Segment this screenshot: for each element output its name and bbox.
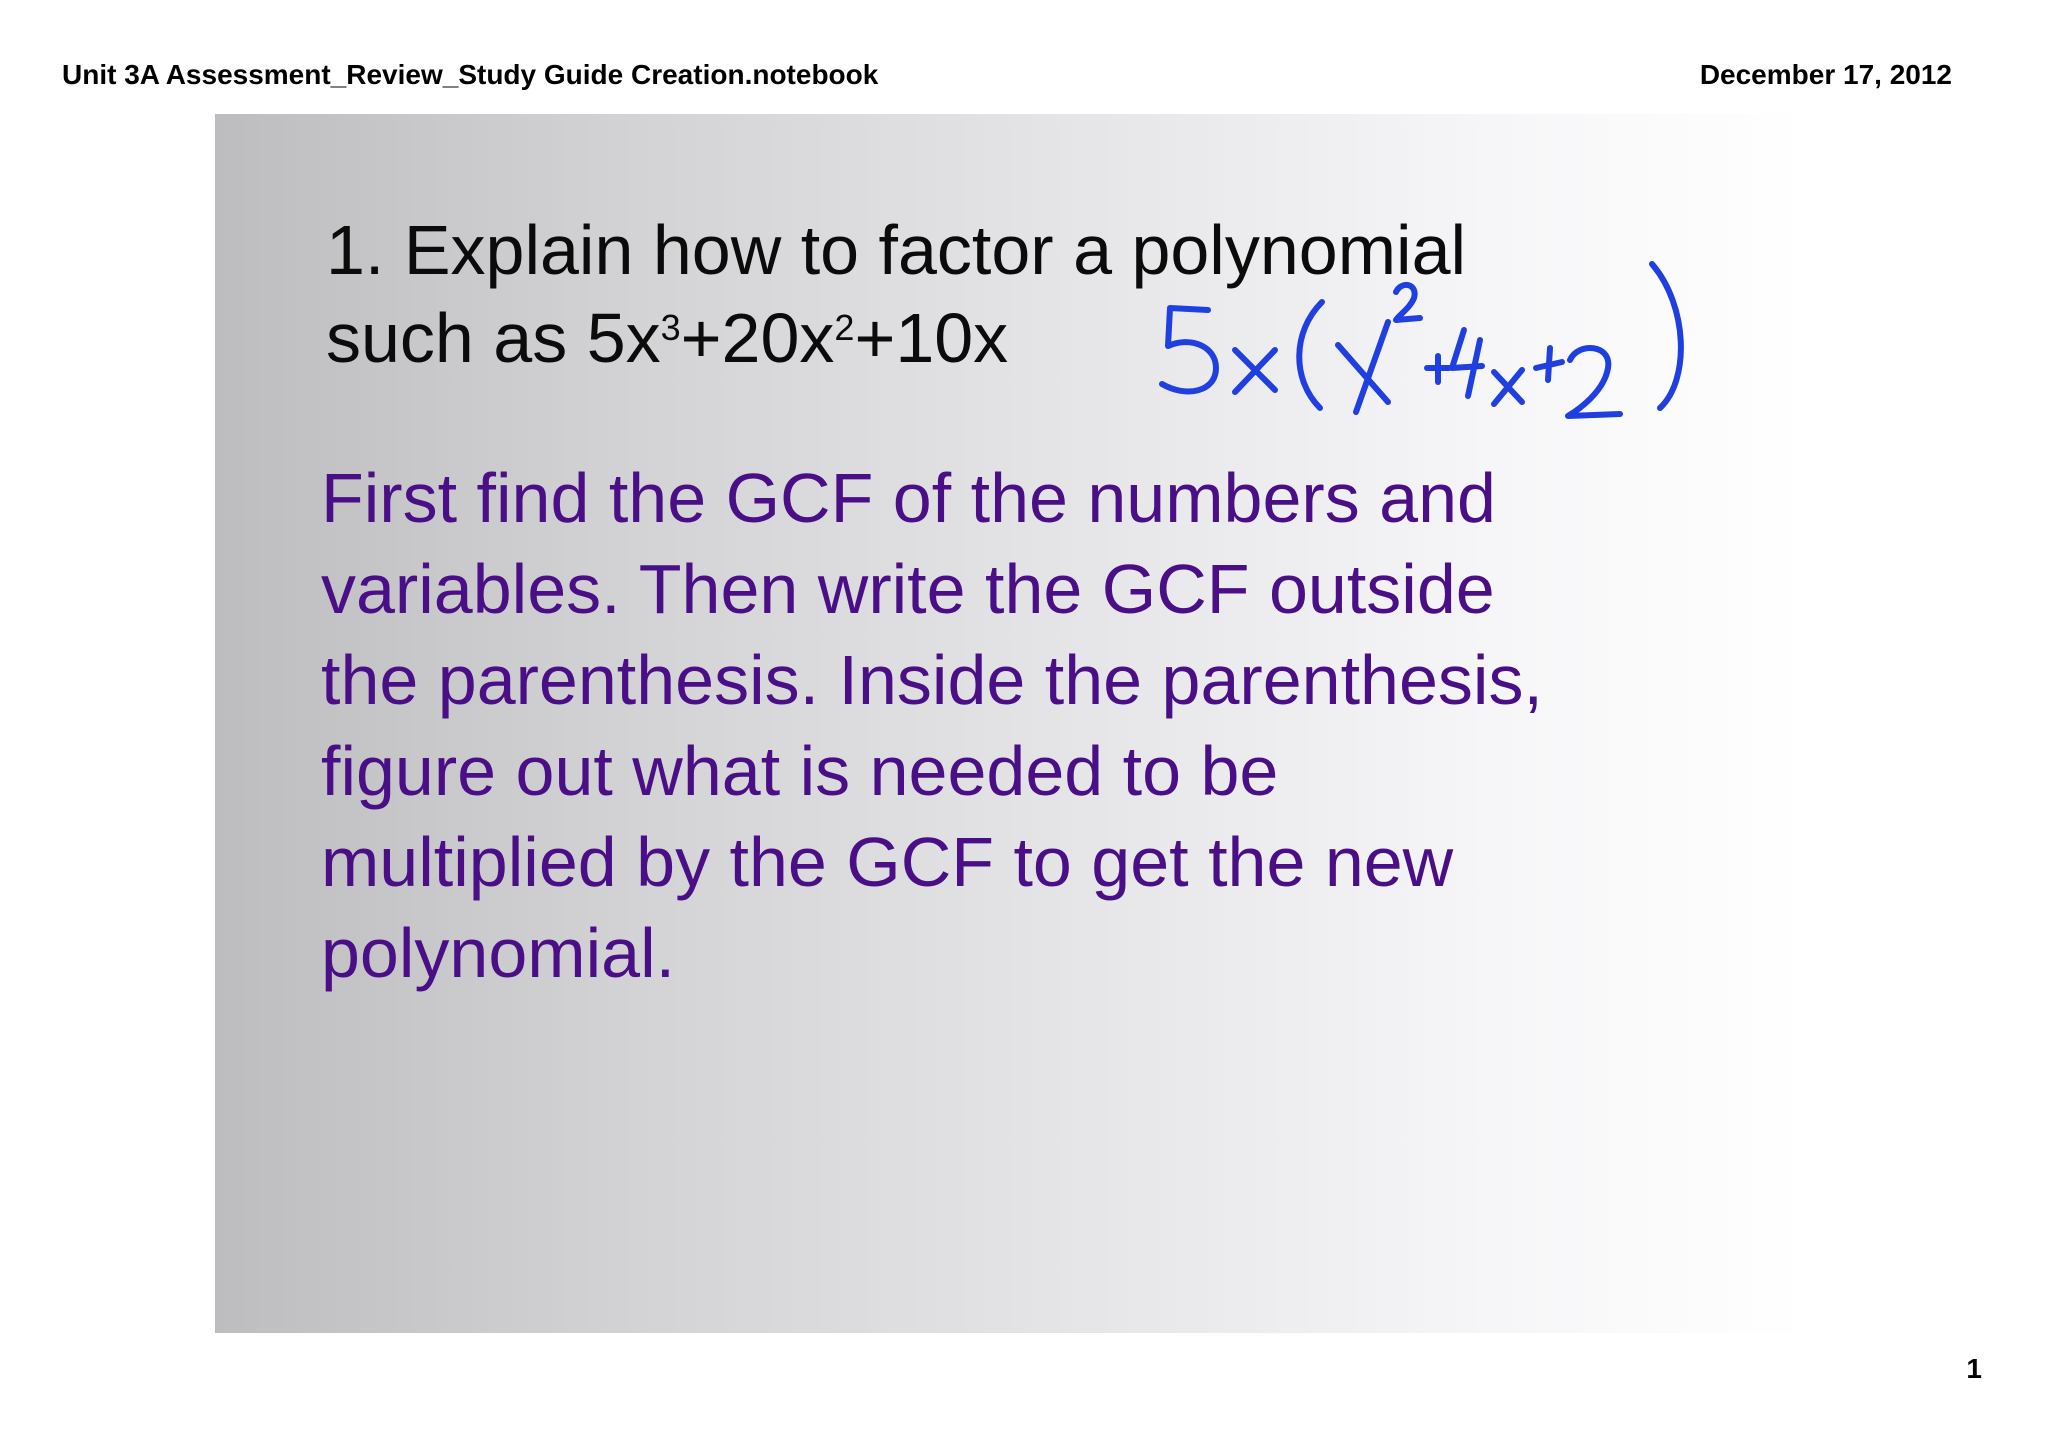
answer-line: multiplied by the GCF to get the new bbox=[321, 823, 1454, 901]
expression-part: +10x bbox=[854, 299, 1009, 377]
answer-text bbox=[321, 453, 1721, 999]
answer-line: polynomial. bbox=[321, 914, 676, 992]
handwritten-factored-expression bbox=[1150, 250, 1790, 430]
answer-line: figure out what is needed to be bbox=[321, 732, 1279, 810]
page-number: 1 bbox=[1966, 1353, 1982, 1384]
notebook-title: Unit 3A Assessment_Review_Study Guide Creation.notebook bbox=[62, 59, 879, 90]
expression-part: +20x bbox=[680, 299, 835, 377]
question-line-1: 1. Explain how to factor a polynomial bbox=[326, 211, 1467, 289]
answer-line: the parenthesis. Inside the parenthesis, bbox=[321, 641, 1543, 719]
answer-line: variables. Then write the GCF outside bbox=[321, 550, 1495, 628]
exponent: 2 bbox=[834, 307, 855, 348]
answer-line: First find the GCF of the numbers and bbox=[321, 459, 1496, 537]
exponent: 3 bbox=[660, 307, 681, 348]
expression-part: such as 5x bbox=[326, 299, 661, 377]
notebook-date: December 17, 2012 bbox=[1699, 59, 1952, 90]
